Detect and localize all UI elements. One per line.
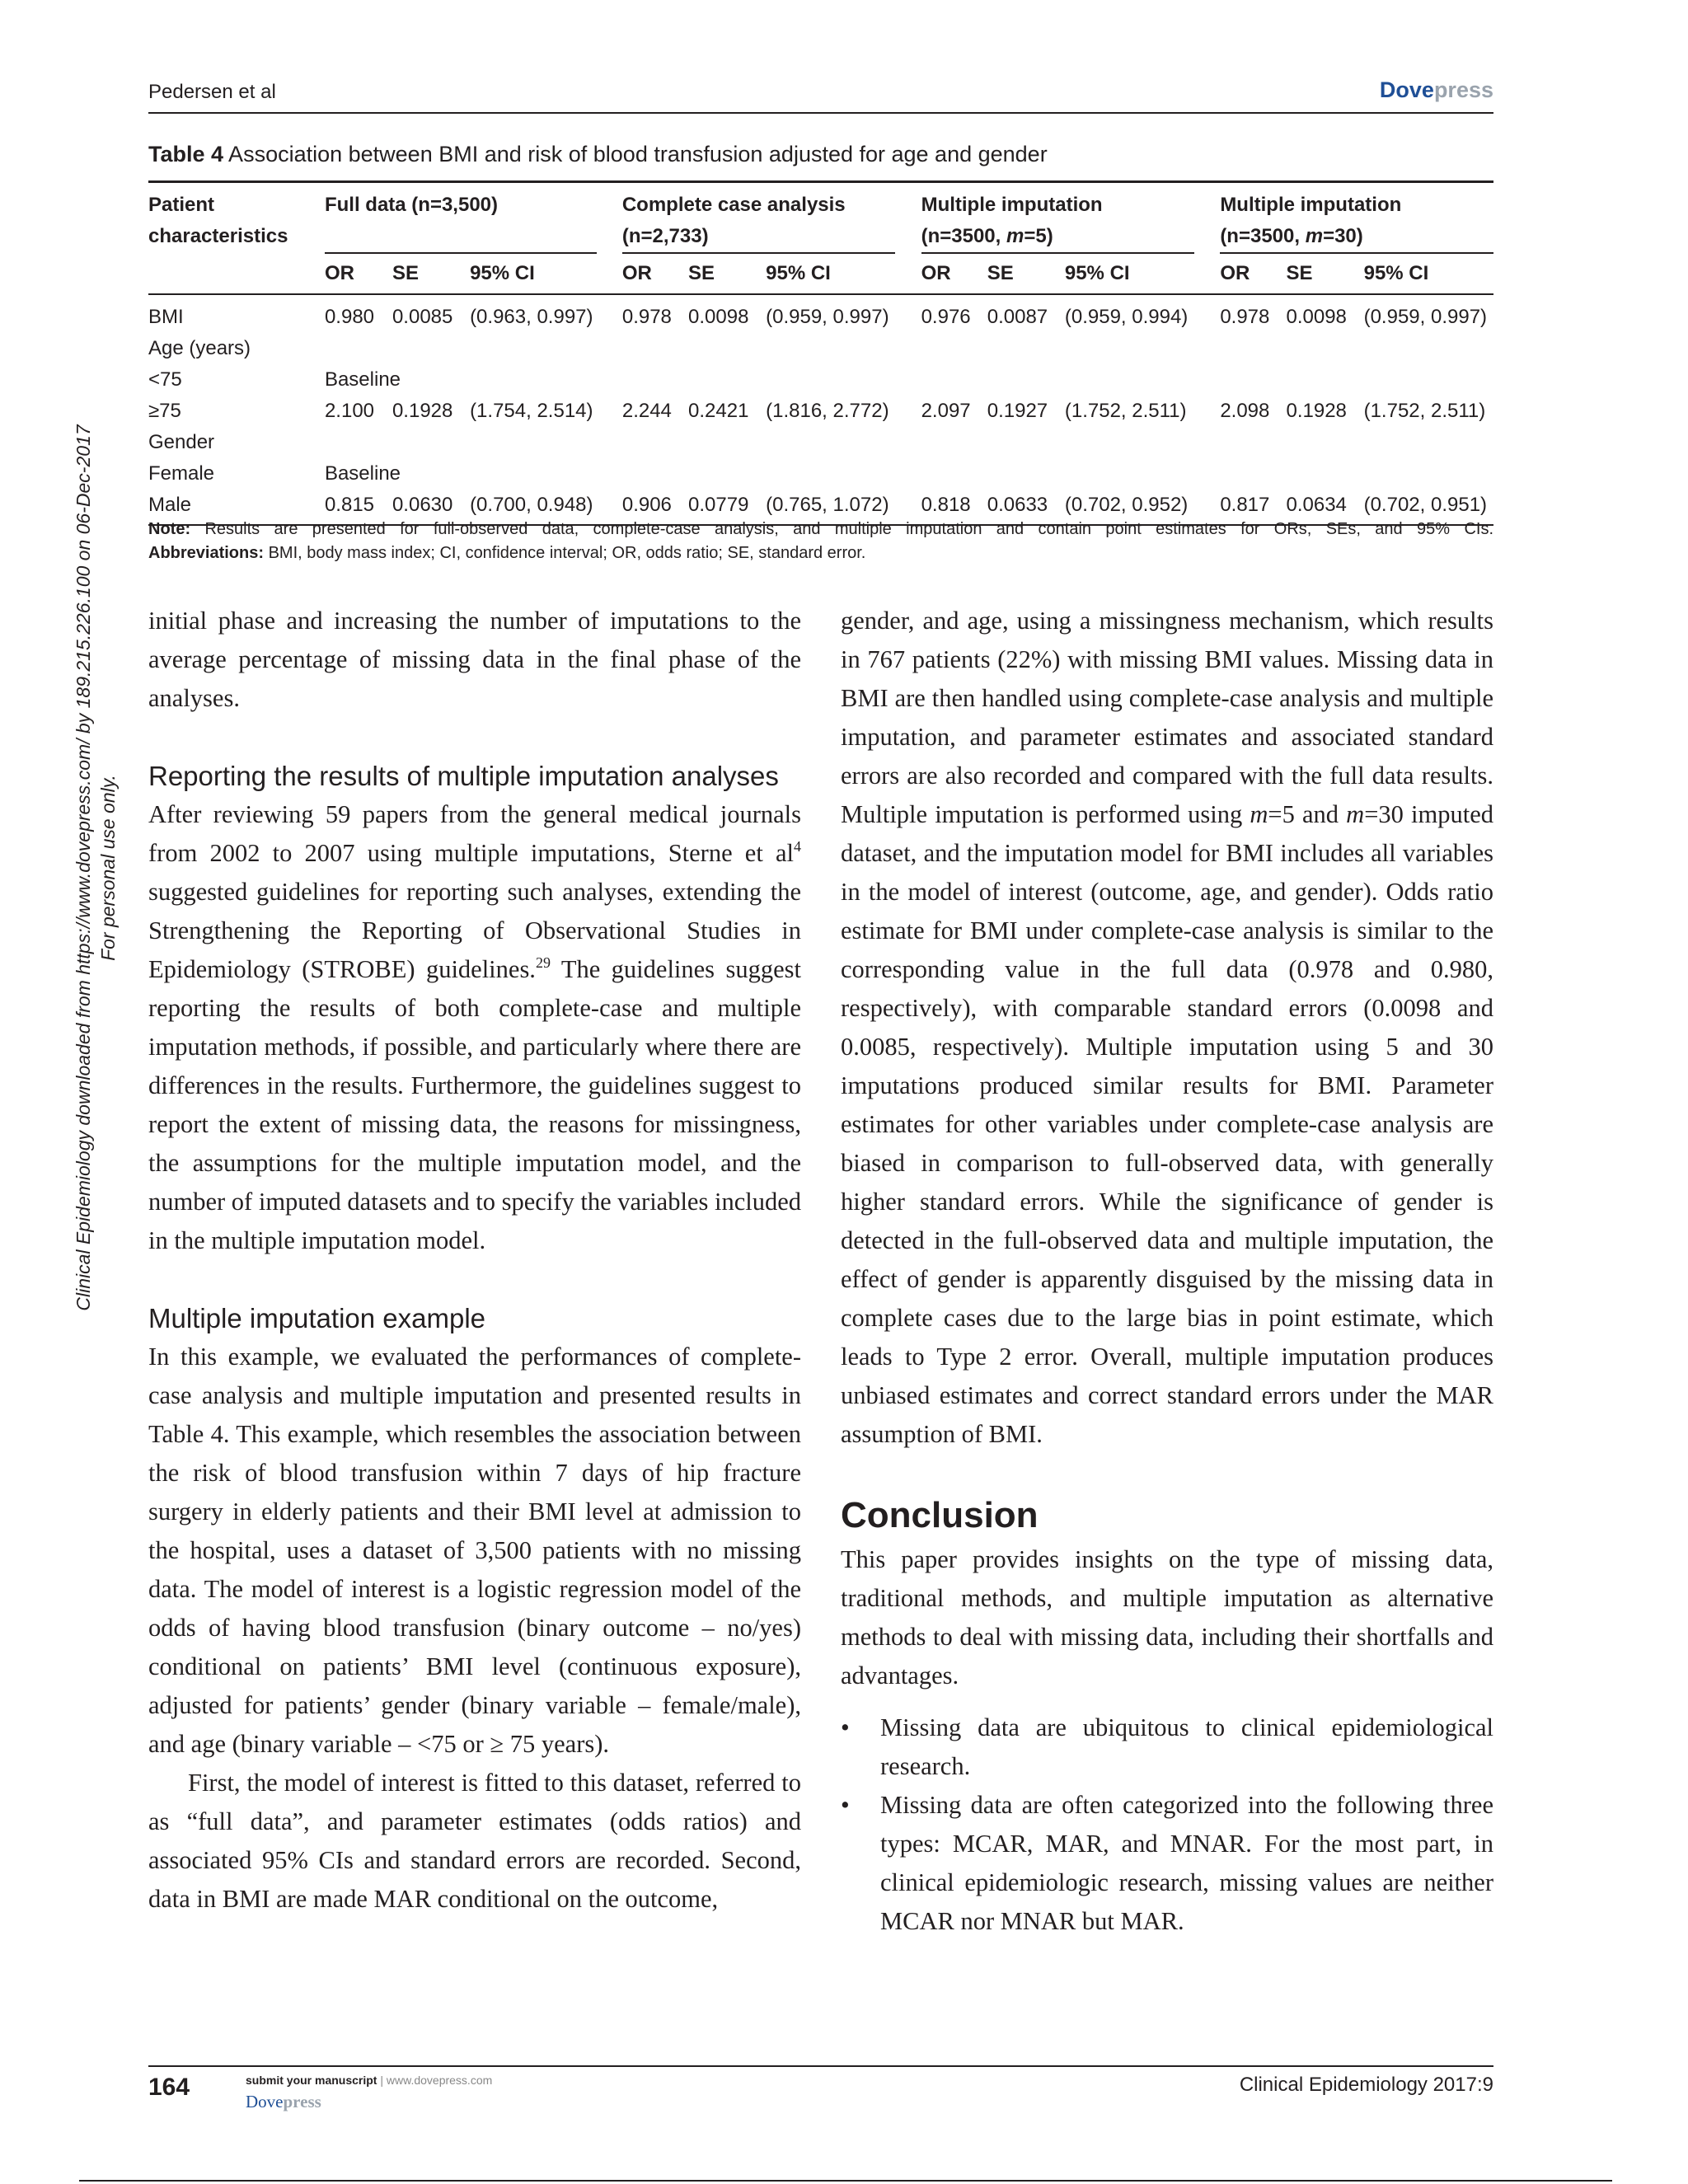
se-cell [987,427,1065,458]
group-header-line-2: (n=3500, m=5) [921,225,1053,247]
bullet-text: Missing data are ubiquitous to clinical epidemiological research. [880,1713,1493,1780]
group-header-line-1: Multiple imputation [921,194,1103,216]
row-header-line-2: characteristics [148,225,288,247]
bullet-glyph: • [841,1791,850,1819]
baseline-cell: Baseline [324,462,401,485]
table-head [148,182,1493,295]
section-heading-example: Multiple imputation example [148,1303,486,1333]
group-header-line-1: Complete case analysis [621,194,846,216]
results-table-wrapper [148,180,1493,526]
ci-cell: (0.959, 0.994) [1064,306,1189,328]
ci-cell: (0.700, 0.948) [470,490,597,525]
example-paragraph-1: In this example, we evaluated the performances of complete-case analysis and multiple imputation and presented results in Table 4. This example, which resembles the association between the risk of blood transfusion within 7 days of hip fracture surgery in elderly patients and their BMI level at admission to the hospital, uses a dataset of 3,500 patients with no missing data. The model of interest is a logistic regression model of the odds of having blood transfusion (binary outcome – no/yes) conditional on patients’ BMI level (continuous exposure), adjusted for patients’ gender (binary variable – female/male), and age (binary variable – <75 or ≥ 75 years). [148,1343,801,1758]
ci-cell: (0.702, 0.952) [1065,490,1194,525]
table-notes [148,518,1493,565]
se-cell: 0.0634 [1286,490,1363,525]
submit-separator: | [377,2074,387,2087]
row-label: <75 [148,368,182,391]
row-label: BMI [148,306,184,328]
or-cell [325,427,392,458]
bottom-divider [79,2180,1612,2182]
se-cell [688,333,766,364]
stat-header-se: SE [1286,262,1313,284]
se-cell [392,333,470,364]
group-header-mi-m30 [1220,182,1493,254]
stat-header-or: OR [324,262,354,284]
group-header-line-1: Full data (n=3,500) [324,194,499,216]
table-caption-label: Table 4 [148,142,224,166]
table-note-text: Results are presented for full-observed data, complete-case analysis, and multiple imputation and contain point estimates for ORs, SEs, and 95% CIs. [190,520,1493,538]
bullet-glyph: • [841,1713,850,1741]
stat-header-ci: 95% CI [1363,262,1429,284]
baseline-cell: Baseline [324,368,401,391]
ci-cell [766,333,895,364]
continuation-text-c: =30 imputed dataset, and the imputation model for BMI includes all variables in the model of interest (outcome, age, and gender). Odds ratio estimate for BMI under complete-case analysis is similar to the corresponding value in the full data (0.978 and 0.980, respectively), with comparable standard errors (0.0098 and 0.0085, respectively). Multiple imputation using 5 and 30 imputations produced similar results for BMI. Parameter estimates for other variables under complete-case analysis are biased in comparison to full-observed data, with generally higher standard errors. While the significance of gender is detected in the full-observed data and multiple imputation, the effect of gender is apparently disguised by the missing data in complete cases due to the large bias in point estimate, which leads to Type 2 error. Overall, multiple imputation produces unbiased estimates and correct standard errors under the MAR assumption of BMI. [841,800,1493,1448]
left-column [148,602,801,1919]
ci-cell [1364,333,1493,364]
or-cell [921,333,987,364]
ci-cell: (0.963, 0.997) [470,306,593,328]
row-label: Gender [148,431,215,453]
or-cell [325,333,392,364]
stat-header-ci: 95% CI [470,262,535,284]
table-body [148,294,1493,525]
group-header-full-data [325,182,597,254]
table-row [148,333,1493,364]
or-cell: 0.978 [621,306,672,328]
download-watermark [71,424,120,1310]
se-cell [1286,333,1363,364]
table-note [148,518,1493,541]
stat-header-se: SE [987,262,1014,284]
or-cell: 0.978 [1220,306,1270,328]
row-label: Age (years) [148,337,251,359]
submit-manuscript-line [246,2074,492,2087]
row-label: ≥75 [148,400,181,422]
table-row [148,396,1493,427]
table-caption [148,142,1048,167]
footer-logo-press: press [283,2092,321,2111]
ci-cell: (0.765, 1.072) [766,490,895,525]
or-cell [1220,333,1286,364]
se-cell: 0.0779 [688,490,766,525]
se-cell: 0.0085 [392,306,453,328]
footer-logo-dove: Dove [246,2092,284,2111]
stat-header-ci: 95% CI [766,262,831,284]
bullet-item [841,1786,1493,1941]
publisher-logo-dove: Dove [1379,77,1434,102]
table-row [148,427,1493,458]
section-heading-conclusion: Conclusion [841,1495,1039,1535]
table-caption-text: Association between BMI and risk of blood transfusion adjusted for age and gender [223,142,1048,166]
stat-header-or: OR [621,262,652,284]
submit-url-link[interactable]: www.dovepress.com [386,2074,493,2087]
group-header-mi-m5 [921,182,1195,254]
ci-cell [1065,427,1194,458]
submit-manuscript-link[interactable]: submit your manuscript [246,2074,377,2087]
se-cell: 0.0633 [987,490,1065,525]
se-cell: 0.2421 [688,400,749,422]
group-header-complete-case [622,182,896,254]
publisher-logo [1380,77,1493,103]
or-cell: 0.980 [324,306,375,328]
conclusion-bullets [841,1708,1493,1941]
ci-cell [1065,333,1194,364]
bullet-item [841,1708,1493,1786]
se-cell [392,427,470,458]
se-cell: 0.1928 [392,400,453,422]
stat-header-se: SE [392,262,419,284]
ci-cell: (0.702, 0.951) [1364,490,1493,525]
continuation-paragraph [841,602,1493,1454]
or-cell: 0.815 [325,490,392,525]
math-m: m [1250,800,1268,828]
publisher-logo-press: press [1433,77,1493,102]
table-abbreviations [148,541,1493,565]
row-header [148,182,325,254]
or-cell: 0.817 [1220,490,1286,525]
or-cell [622,333,688,364]
or-cell: 2.100 [324,400,375,422]
se-cell: 0.0098 [688,306,749,328]
ci-cell: (0.959, 0.997) [1363,306,1488,328]
ci-cell: (1.754, 2.514) [470,400,593,422]
se-cell [688,427,766,458]
or-cell: 2.244 [621,400,672,422]
or-cell: 2.097 [921,400,971,422]
page-footer [148,2065,1493,2125]
results-table [148,180,1493,526]
row-label: Male [148,490,325,525]
table-row [148,458,1493,490]
se-cell: 0.0630 [392,490,470,525]
se-cell: 0.0087 [987,306,1048,328]
section-heading-reporting: Reporting the results of multiple imputation analyses [148,761,779,791]
stat-header-or: OR [921,262,951,284]
ci-cell [470,427,597,458]
table-note-label: Note: [148,520,191,538]
footer-publisher-logo [246,2092,321,2112]
running-author: Pedersen et al [148,81,276,103]
reporting-paragraph [148,795,801,1260]
se-cell: 0.1927 [987,400,1048,422]
journal-citation: Clinical Epidemiology 2017:9 [1239,2074,1493,2096]
page-number: 164 [148,2074,190,2101]
example-paragraph-2: First, the model of interest is fitted to this dataset, referred to as “full data”, and parameter estimates (odds ratios) and associated 95% CIs and standard errors are recorded. Second, data in BMI are made MAR conditional on the outcome, [148,1769,801,1913]
se-cell [987,333,1065,364]
group-header-line-1: Multiple imputation [1220,194,1402,216]
group-header-line-2: (n=2,733) [621,225,709,247]
download-watermark-line-1: Clinical Epidemiology downloaded from https://www.dovepress.com/ by 189.215.226.100 on 06-Dec-2017 [73,424,94,1311]
ci-cell: (1.752, 2.511) [1064,400,1187,422]
ci-cell: (1.816, 2.772) [766,400,889,422]
or-cell [1220,427,1286,458]
stat-header-se: SE [688,262,715,284]
right-column [841,602,1493,1941]
or-cell [622,427,688,458]
table-row [148,294,1493,333]
citation-ref: 4 [794,838,801,855]
table-row [148,364,1493,396]
table-abbreviations-label: Abbreviations: [148,544,265,562]
ci-cell [1364,427,1493,458]
or-cell [921,427,987,458]
se-cell: 0.0098 [1286,306,1347,328]
conclusion-paragraph: This paper provides insights on the type of missing data, traditional methods, and multiple imputation as alternative methods to deal with missing data, including their shortfalls and advantages. [841,1545,1493,1690]
ci-cell: (0.959, 0.997) [766,306,889,328]
reporting-text-a: After reviewing 59 papers from the general medical journals from 2002 to 2007 using multiple imputations, Sterne et al [148,800,801,867]
group-header-line-2: (n=3500, m=30) [1220,225,1363,247]
stat-header-or: OR [1220,262,1250,284]
running-header [148,76,1493,114]
row-header-line-1: Patient [148,194,215,216]
ci-cell [766,427,895,458]
continuation-text-b: =5 and [1268,800,1347,828]
row-label: Female [148,462,215,485]
math-m: m [1346,800,1365,828]
ci-cell: (1.752, 2.511) [1363,400,1486,422]
se-cell [1286,427,1363,458]
or-cell: 0.906 [622,490,688,525]
citation-ref: 29 [535,954,551,971]
or-cell: 0.976 [921,306,971,328]
se-cell: 0.1928 [1286,400,1347,422]
or-cell: 2.098 [1220,400,1270,422]
bullet-text: Missing data are often categorized into the following three types: MCAR, MAR, and MNAR. For the most part, in clinical epidemiologic research, missing values are neither MCAR nor MNAR but MAR. [880,1791,1493,1935]
continuation-text-a: gender, and age, using a missingness mechanism, which results in 767 patients (22%) with missing BMI values. Missing data in BMI are then handled using complete-case analysis and multiple imputation, and parameter estimates and associated standard errors are also recorded and compared with the full data results. Multiple imputation is performed using [841,607,1493,828]
stat-header-ci: 95% CI [1064,262,1130,284]
intro-paragraph: initial phase and increasing the number of imputations to the average percentage of missing data in the final phase of the analyses. [148,607,801,712]
or-cell: 0.818 [921,490,987,525]
download-watermark-line-2: For personal use only. [97,775,119,961]
ci-cell [470,333,597,364]
reporting-text-b: suggested guidelines for reporting such analyses, extending the Strengthening the Reporting of Observational Studies in Epidemiology (STROBE) guidelines. [148,878,801,983]
table-abbreviations-text: BMI, body mass index; CI, confidence interval; OR, odds ratio; SE, standard error. [264,544,866,562]
reporting-text-c: The guidelines suggest reporting the results of both complete-case and multiple imputation methods, if possible, and particularly where there are differences in the results. Furthermore, the guidelines suggest to report the extent of missing data, the reasons for missingness, the assumptions for the multiple imputation model, and the number of imputed datasets and to specify the variables included in the multiple imputation model. [148,955,801,1254]
